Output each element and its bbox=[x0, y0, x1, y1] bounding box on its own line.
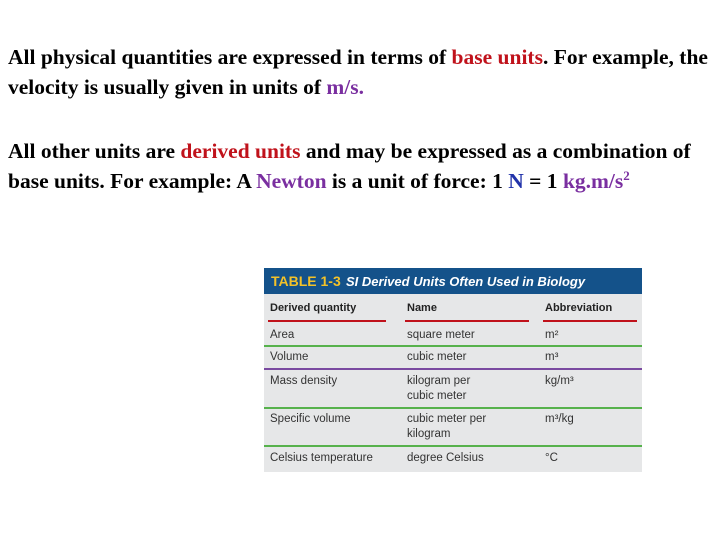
cell-quantity: Specific volume bbox=[270, 413, 351, 425]
cell-quantity: Celsius temperature bbox=[270, 452, 373, 464]
force-unit bbox=[563, 169, 630, 193]
paragraph-derived-units bbox=[8, 136, 714, 196]
cell-quantity: Area bbox=[270, 329, 295, 341]
cell-quantity: Volume bbox=[270, 351, 309, 363]
cell-name: degree Celsius bbox=[407, 452, 484, 464]
text: All other units are bbox=[8, 139, 181, 163]
force-unit-base: kg.m/s bbox=[562, 169, 624, 193]
row-divider bbox=[264, 345, 642, 347]
column-header-abbreviation: Abbreviation bbox=[545, 302, 613, 314]
cell-name: cubic meter bbox=[407, 351, 467, 363]
cell-abbreviation: °C bbox=[545, 452, 558, 464]
newton-term: Newton bbox=[256, 169, 327, 193]
cell-abbreviation: m² bbox=[545, 329, 559, 341]
column-header-quantity: Derived quantity bbox=[270, 302, 357, 314]
header-rule bbox=[268, 320, 386, 322]
row-divider bbox=[264, 368, 642, 370]
text: All physical quantities are expressed in terms of bbox=[8, 45, 452, 69]
text: is a unit of force: 1 bbox=[326, 169, 509, 193]
cell-name-line1: cubic meter per bbox=[407, 413, 487, 425]
si-derived-units-table bbox=[264, 268, 642, 472]
cell-abbreviation: m³/kg bbox=[545, 413, 574, 425]
velocity-unit: m/s. bbox=[326, 75, 364, 99]
text: = 1 bbox=[523, 169, 563, 193]
cell-abbreviation: kg/m³ bbox=[545, 375, 574, 387]
base-units-term: base units bbox=[451, 45, 543, 69]
cell-name-line1: kilogram per bbox=[407, 375, 471, 387]
table-title: SI Derived Units Often Used in Biology bbox=[346, 273, 586, 289]
derived-units-term: derived units bbox=[180, 139, 301, 163]
header-rule bbox=[405, 320, 529, 322]
cell-name-line2: kilogram bbox=[407, 428, 451, 440]
cell-name: square meter bbox=[407, 329, 475, 341]
cell-abbreviation: m³ bbox=[545, 351, 559, 363]
newton-symbol: N bbox=[508, 169, 524, 193]
text: and may be expressed as a combination of base units. For example: A bbox=[8, 139, 691, 193]
table-number: TABLE 1-3 bbox=[271, 273, 341, 289]
cell-name-line2: cubic meter bbox=[407, 390, 467, 402]
row-divider bbox=[264, 407, 642, 409]
cell-quantity: Mass density bbox=[270, 375, 338, 387]
text: . For example, the velocity is usually given in units of bbox=[8, 45, 708, 99]
paragraph-base-units bbox=[8, 42, 714, 102]
column-header-name: Name bbox=[407, 302, 437, 314]
header-rule bbox=[543, 320, 637, 322]
force-unit-exponent: 2 bbox=[623, 167, 630, 183]
table-title-bar bbox=[264, 268, 642, 294]
row-divider bbox=[264, 445, 642, 447]
